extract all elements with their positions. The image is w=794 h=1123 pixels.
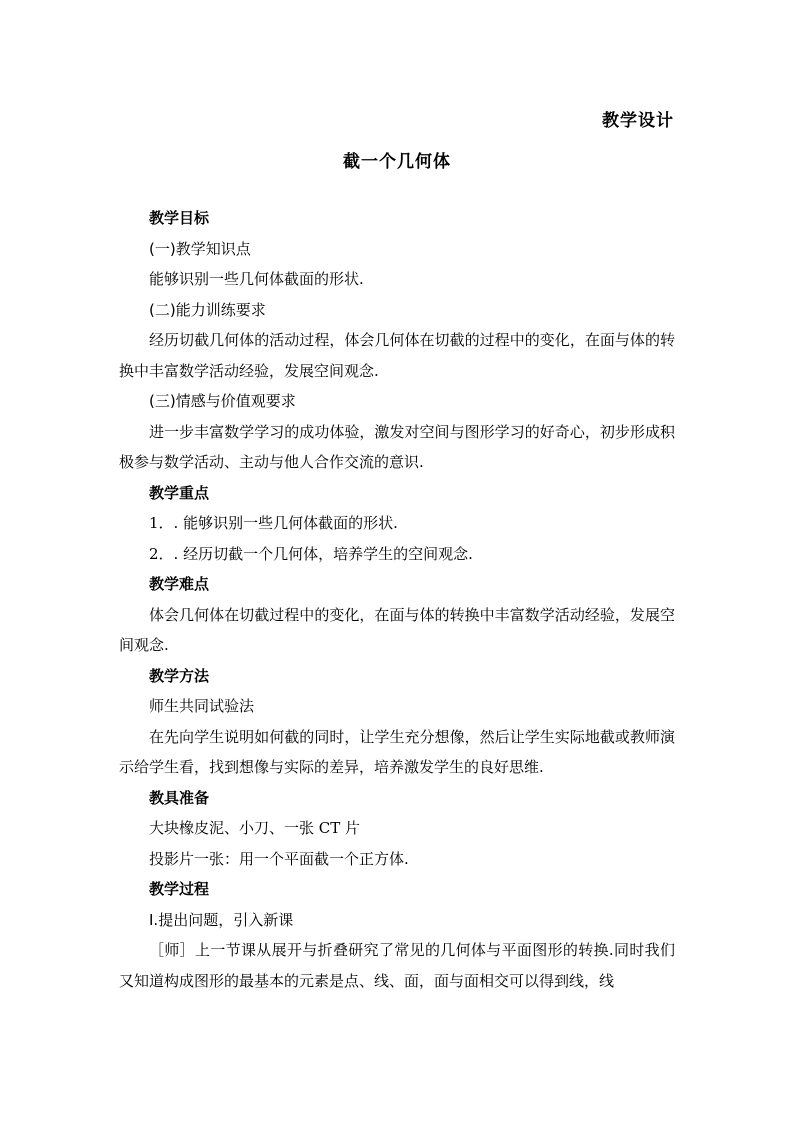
key-point-1: 1．. 能够识别一些几何体截面的形状.	[149, 514, 398, 532]
goal3-title: (三)情感与价值观要求	[149, 392, 296, 410]
section-heading-key-points: 教学重点	[149, 483, 210, 502]
goal2-title: (二)能力训练要求	[149, 300, 266, 319]
process-step-1-title: Ⅰ.提出问题，引入新课	[149, 910, 294, 929]
section-heading-difficulty: 教学难点	[149, 575, 210, 593]
document-body	[119, 203, 675, 996]
goal1-text: 能够识别一些几何体截面的形状.	[149, 270, 364, 288]
method-text: 在先向学生说明如何截的同时，让学生充分想像，然后让学生实际地截或教师演示给学生看，找到想像与实际的差异，培养激发学生的良好思维.	[119, 727, 675, 776]
tools-item-2: 投影片一张：用一个平面截一个正方体.	[149, 849, 409, 868]
goal1-title: (一)教学知识点	[149, 239, 251, 258]
section-heading-tools: 教具准备	[149, 788, 210, 807]
goal3-text: 进一步丰富数学学习的成功体验，激发对空间与图形学习的好奇心，初步形成积极参与数学活动、主动与他人合作交流的意识.	[119, 422, 675, 471]
section-heading-method: 教学方法	[149, 666, 210, 685]
goal2-text: 经历切截几何体的活动过程，体会几何体在切截的过程中的变化，在面与体的转换中丰富数学活动经验，发展空间观念.	[119, 331, 675, 380]
key-point-2: 2．. 经历切截一个几何体，培养学生的空间观念.	[149, 544, 473, 563]
section-heading-process: 教学过程	[149, 880, 210, 898]
method-name: 师生共同试验法	[149, 697, 255, 715]
header-label: 教学设计	[602, 111, 674, 131]
section-heading-goals: 教学目标	[149, 209, 210, 227]
document-title: 截一个几何体	[343, 152, 451, 172]
tools-item-1: 大块橡皮泥、小刀、一张 CT 片	[149, 819, 361, 837]
process-step-1-text: ［师］上一节课从展开与折叠研究了常见的几何体与平面图形的转换.同时我们又知道构成图形的最基本的元素是点、线、面，面与面相交可以得到线，线	[119, 941, 675, 990]
difficulty-text: 体会几何体在切截过程中的变化，在面与体的转换中丰富数学活动经验，发展空间观念.	[119, 605, 675, 654]
